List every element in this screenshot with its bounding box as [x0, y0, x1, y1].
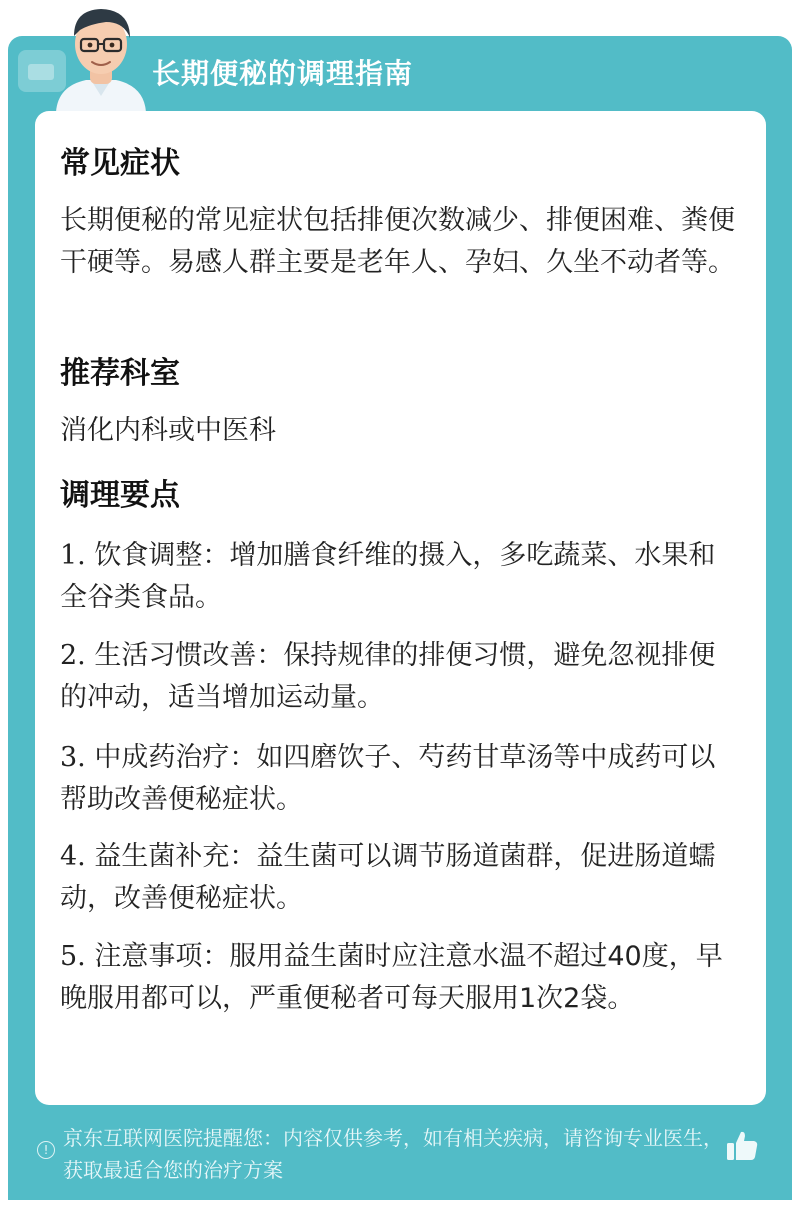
- symptoms-text: 长期便秘的常见症状包括排便次数减少、排便困难、粪便干硬等。易感人群主要是老年人、孕妇、久坐不动者等。: [60, 205, 735, 278]
- tip-item: [60, 635, 740, 719]
- tip-text: 生活习惯改善：保持规律的排便习惯，避免忽视排便的冲动，适当增加运动量。: [60, 640, 716, 713]
- tip-text: 益生菌补充：益生菌可以调节肠道菌群，促进肠道蠕动，改善便秘症状。: [60, 841, 716, 914]
- tip-number: 1.: [60, 540, 86, 571]
- tip-text: 注意事项：服用益生菌时应注意水温不超过40度，早晚服用都可以，严重便秘者可每天服用1次2袋。: [60, 941, 723, 1014]
- symptoms-heading: 常见症状: [60, 146, 180, 181]
- department-text: 消化内科或中医科: [60, 415, 276, 446]
- tip-item: [60, 836, 740, 920]
- tip-text: 饮食调整：增加膳食纤维的摄入，多吃蔬菜、水果和全谷类食品。: [60, 540, 716, 613]
- tip-text: 中成药治疗：如四磨饮子、芍药甘草汤等中成药可以帮助改善便秘症状。: [60, 742, 716, 815]
- department-heading: 推荐科室: [60, 356, 180, 391]
- tip-item: [60, 535, 740, 619]
- footer-notice: 京东互联网医院提醒您：内容仅供参考，如有相关疾病，请咨询专业医生，获取最适合您的治疗方案: [63, 1126, 723, 1182]
- tip-item: [60, 936, 740, 1020]
- tip-number: 2.: [60, 640, 86, 671]
- page-title: 长期便秘的调理指南: [152, 57, 414, 90]
- tip-item: [60, 737, 740, 821]
- doctor-avatar: [46, 0, 156, 112]
- tips-heading: 调理要点: [60, 478, 180, 513]
- tip-number: 3.: [60, 742, 86, 773]
- thumbs-up-icon[interactable]: [724, 1128, 760, 1164]
- tip-number: 5.: [60, 941, 86, 972]
- tip-number: 4.: [60, 841, 86, 872]
- info-icon: !: [37, 1141, 55, 1159]
